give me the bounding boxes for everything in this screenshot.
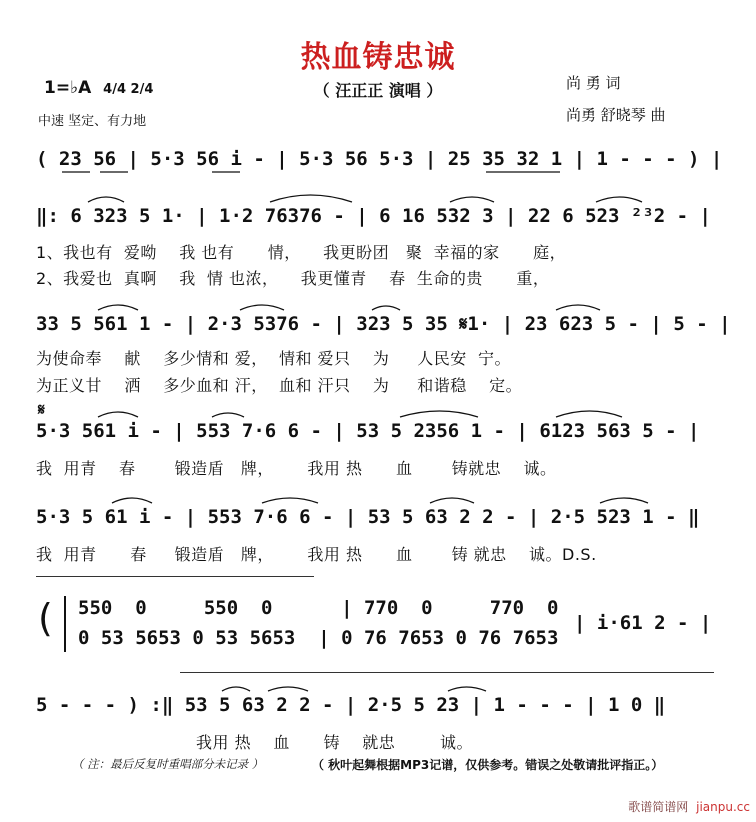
footer-note-right: （ 秋叶起舞根据MP3记谱，仅供参考。错误之处敬请批评指正。） — [312, 758, 664, 772]
watermark-url: jianpu.cc — [696, 800, 750, 814]
lyrics-row-3-verse-1: 为使命奉 献 多少情和 爱， 情和 爱只 为 人民安 宁。 — [36, 349, 511, 368]
score-row-2: ‖: 6 323 5 1· | 1·2 76376 - | 6 16 532 3 | 22 6 523 ²³2 - | — [36, 205, 711, 227]
segno-sign: 𝄋 — [38, 400, 45, 419]
score-row-intro: ( 23 56 | 5·3 56 i - | 5·3 56 5·3 | 25 35 32 1 | 1 - - - ) | — [36, 148, 723, 170]
page-title: 热血铸忠诚 — [300, 40, 456, 75]
lyrics-row-4: 我 用青 春 锻造盾 牌， 我用 热 血 铸就忠 诚。 — [36, 459, 557, 478]
composer-credit: 尚勇 舒晓琴 曲 — [566, 106, 666, 124]
score-row-4: 5·3 561 i - | 553 7·6 6 - | 53 5 2356 1 - | 6123 563 5 - | — [36, 420, 700, 442]
score-row-3: 33 5 561 1 - | 2·3 5376 - | 323 5 35 𝄋1· | 23 623 5 - | 5 - | — [36, 313, 731, 335]
singer-credit: （ 汪正正 演唱 ） — [313, 81, 443, 100]
key-label: 1=♭A — [44, 78, 92, 98]
lyrics-row-5: 我 用青 春 锻造盾 牌， 我用 热 血 铸 就忠 诚。D.S. — [36, 545, 597, 564]
brace: ( — [38, 596, 53, 640]
watermark-text: 歌谱简谱网 — [628, 800, 689, 814]
lyrics-row-2-verse-1: 1、我也有 爱呦 我 也有 情， 我更盼团 聚 幸福的家 庭， — [36, 243, 567, 262]
footer-note-left: （ 注：最后反复时重唱部分未记录 ） — [72, 757, 264, 771]
score-row-6-lower: 0 53 5653 0 53 5653 | 0 76 7653 0 76 7653 — [78, 627, 559, 649]
time-signature: 4/4 2/4 — [103, 82, 154, 97]
lyrics-row-7: 我用 热 血 铸 就忠 诚。 — [196, 733, 473, 752]
score-row-5: 5·3 5 61 i - | 553 7·6 6 - | 53 5 63 2 2 - | 2·5 523 1 - ‖ — [36, 506, 700, 528]
score-row-6-end: | i·61 2 - | — [574, 612, 712, 634]
lyrics-row-2-verse-2: 2、我爱也 真啊 我 情 也浓， 我更懂青 春 生命的贵 重， — [36, 269, 550, 288]
lyrics-row-3-verse-2: 为正义甘 洒 多少血和 汗， 血和 汗只 为 和谐稳 定。 — [36, 376, 523, 395]
score-row-7: 5 - - - ) :‖ 53 5 63 2 2 - | 2·5 5 23 | 1 - - - | 1 0 ‖ — [36, 694, 666, 716]
lyricist-credit: 尚 勇 词 — [566, 74, 621, 92]
score-row-6-upper: 550 0 550 0 | 770 0 770 0 — [78, 597, 559, 619]
tempo-marking: 中速 坚定、有力地 — [38, 114, 147, 129]
